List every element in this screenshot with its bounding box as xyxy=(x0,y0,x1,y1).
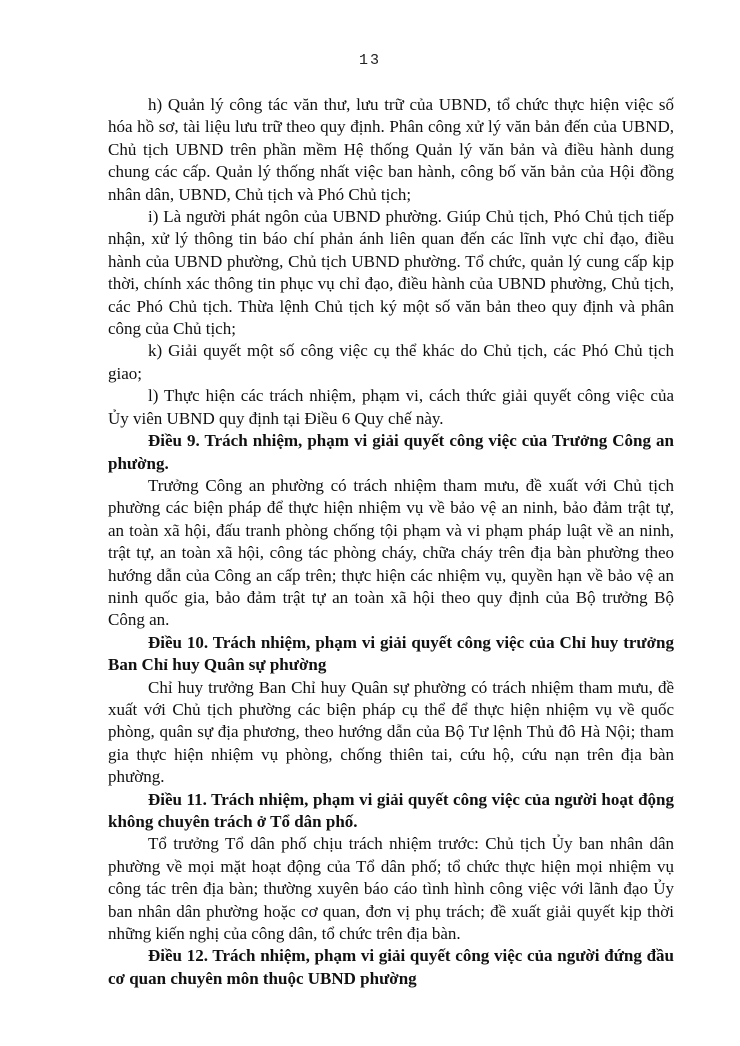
paragraph-l: l) Thực hiện các trách nhiệm, phạm vi, cách thức giải quyết công việc của Ủy viên UBND quy định tại Điều 6 Quy chế này. xyxy=(108,386,674,428)
article-9-heading: Điều 9. Trách nhiệm, phạm vi giải quyết công việc của Trưởng Công an phường. xyxy=(108,431,674,473)
page-number: 13 xyxy=(358,52,381,69)
document-body xyxy=(108,94,674,990)
article-9-body: Trưởng Công an phường có trách nhiệm tham mưu, đề xuất với Chủ tịch phường các biện pháp để thực hiện nhiệm vụ về bảo vệ an ninh, bảo đảm trật tự, an toàn xã hội, đấu tranh phòng chống tội phạm và vi phạm pháp luật về an ninh, trật tự, an toàn xã hội, công tác phòng cháy, chữa cháy trên địa bàn phường theo hướng dẫn của Công an cấp trên; thực hiện các nhiệm vụ, quyền hạn về bảo vệ an ninh quốc gia, bảo đảm trật tự an toàn xã hội theo quy định của Bộ trưởng Bộ Công an. xyxy=(108,475,674,630)
article-11-body: Tổ trưởng Tổ dân phố chịu trách nhiệm trước: Chủ tịch Ủy ban nhân dân phường về mọi mặt hoạt động của Tổ dân phố; tổ chức thực hiện mọi nhiệm vụ công tác trên địa bàn; thường xuyên báo cáo tình hình công việc với lãnh đạo Ủy ban nhân dân phường hoặc cơ quan, đơn vị phụ trách; đề xuất giải quyết kịp thời những kiến nghị của công dân, tổ chức trên địa bàn. xyxy=(108,834,674,944)
paragraph-k: k) Giải quyết một số công việc cụ thể khác do Chủ tịch, các Phó Chủ tịch giao; xyxy=(108,341,674,383)
paragraph-i: i) Là người phát ngôn của UBND phường. Giúp Chủ tịch, Phó Chủ tịch tiếp nhận, xử lý thông tin báo chí phản ánh liên quan đến các lĩnh vực chỉ đạo, điều hành của UBND phường, Chủ tịch UBND phường. Tổ chức, quản lý cung cấp kịp thời, chính xác thông tin phục vụ chỉ đạo, điều hành của UBND phường, Chủ tịch, các Phó Chủ tịch. Thừa lệnh Chủ tịch ký một số văn bản theo quy định và phân công của Chủ tịch; xyxy=(108,207,674,339)
article-11-heading: Điều 11. Trách nhiệm, phạm vi giải quyết công việc của người hoạt động không chuyên trách ở Tổ dân phố. xyxy=(108,789,674,831)
paragraph-h: h) Quản lý công tác văn thư, lưu trữ của UBND, tổ chức thực hiện việc số hóa hồ sơ, tài liệu lưu trữ theo quy định. Phân công xử lý văn bản đến của UBND, Chủ tịch UBND trên phần mềm Hệ thống Quản lý văn bản và điều hành dung chung các cấp. Quản lý thống nhất việc ban hành, công bố văn bản của Hội đồng nhân dân, UBND, Chủ tịch và Phó Chủ tịch; xyxy=(108,95,674,204)
article-10-body: Chỉ huy trưởng Ban Chỉ huy Quân sự phường có trách nhiệm tham mưu, đề xuất với Chủ tịch phường các biện pháp cụ thể để thực hiện nhiệm vụ về quốc phòng, quân sự địa phương, theo hướng dẫn của Bộ Tư lệnh Thủ đô Hà Nội; tham gia thực hiện nhiệm vụ phòng, chống thiên tai, cứu hộ, cứu nạn trên địa bàn phường. xyxy=(108,677,674,787)
article-12-heading: Điều 12. Trách nhiệm, phạm vi giải quyết công việc của người đứng đầu cơ quan chuyên môn thuộc UBND phường xyxy=(108,946,674,988)
article-10-heading: Điều 10. Trách nhiệm, phạm vi giải quyết công việc của Chỉ huy trưởng Ban Chỉ huy Quân sự phường xyxy=(108,632,674,675)
